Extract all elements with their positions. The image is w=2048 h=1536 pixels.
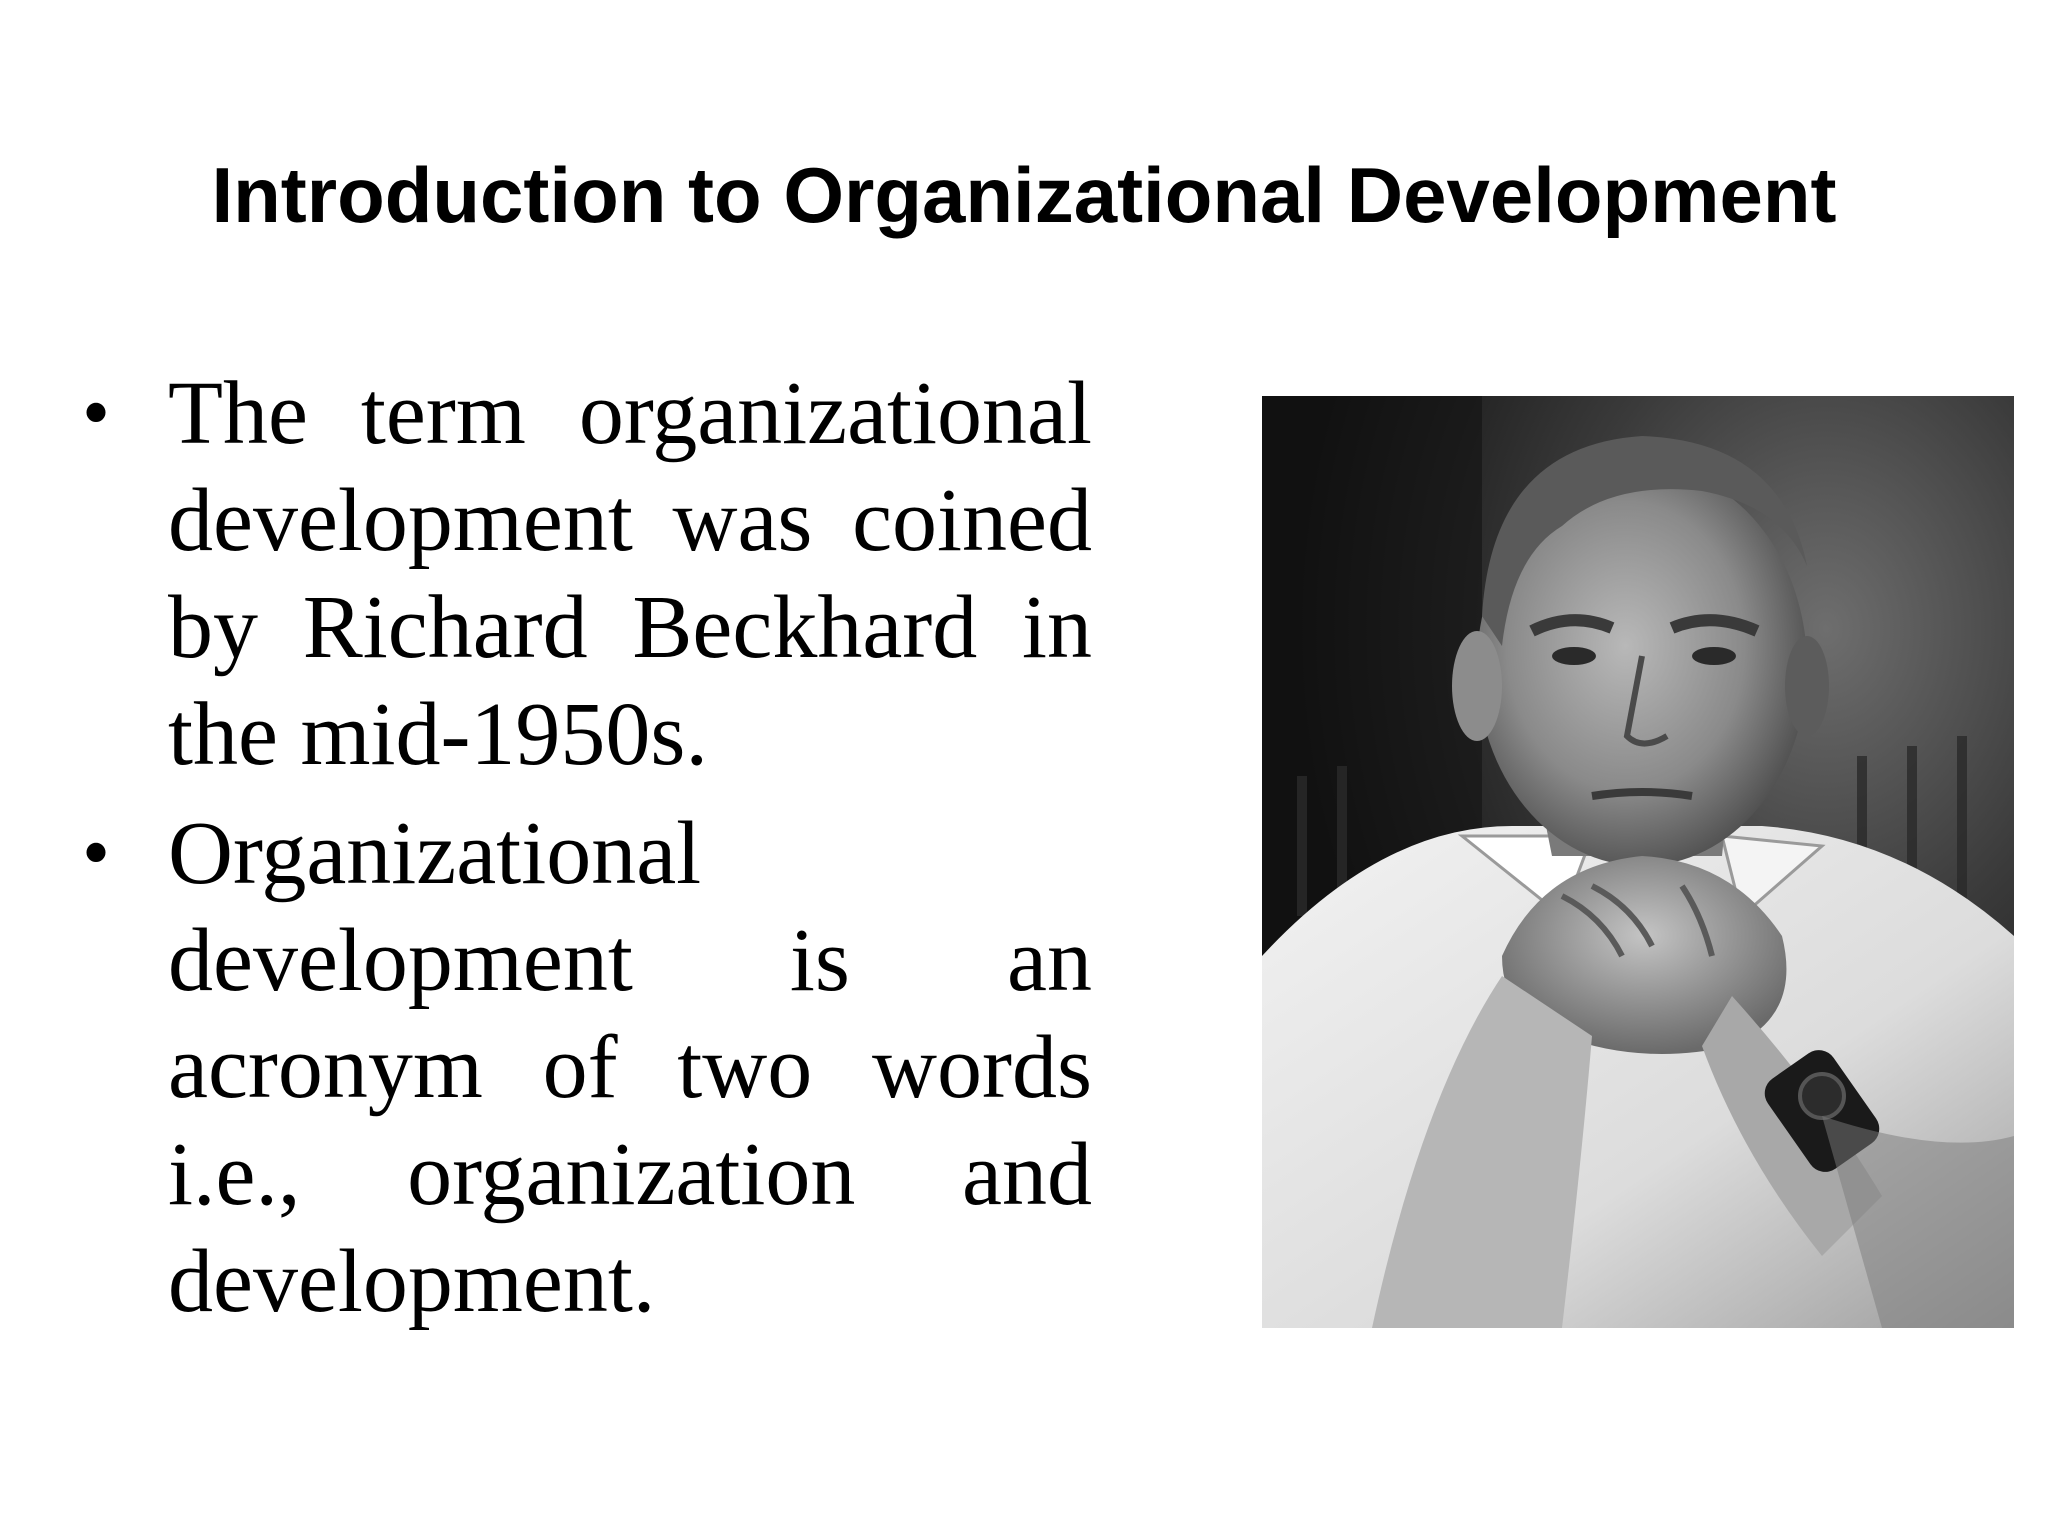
person-photo-icon (1262, 396, 2014, 1328)
slide-title: Introduction to Organizational Development (211, 151, 1837, 239)
bullet-item (82, 360, 1092, 788)
bullet-text: Organizational development is an acronym of two words i.e., organization and development. (168, 804, 1092, 1331)
bullet-dot-icon: • (82, 369, 111, 457)
bullet-list (82, 360, 1092, 1347)
bullet-dot-icon: • (82, 809, 111, 897)
bullet-text: The term organizational development was coined by Richard Beckhard in the mid-1950s. (168, 364, 1092, 784)
portrait-photo (1262, 396, 2014, 1328)
bullet-item (82, 800, 1092, 1335)
